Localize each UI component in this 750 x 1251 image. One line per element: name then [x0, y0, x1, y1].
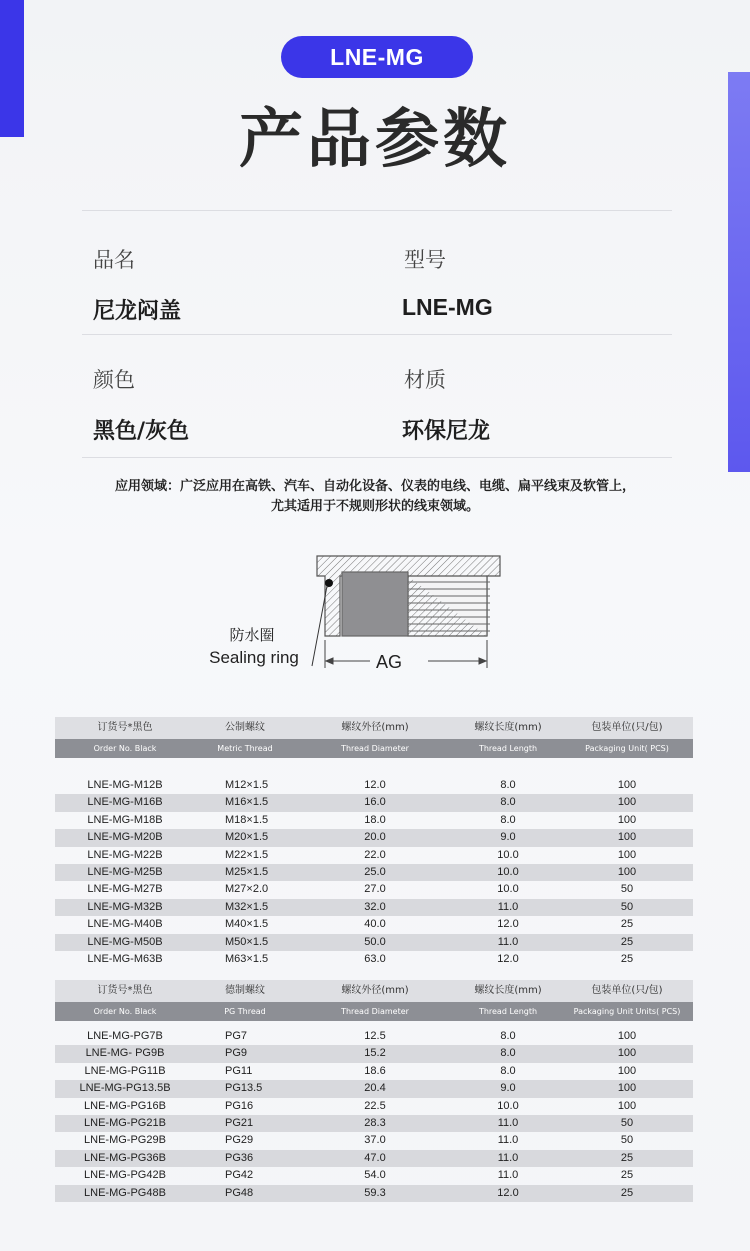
table-row [55, 916, 693, 933]
cell-length: 11.0 [497, 1116, 519, 1129]
cell-length: 9.0 [500, 831, 516, 844]
cell-length: 10.0 [497, 883, 519, 896]
cell-length: 8.0 [500, 796, 516, 809]
cell-diameter: 40.0 [364, 918, 386, 931]
table-row [55, 1028, 693, 1045]
cell-thread: M20×1.5 [225, 831, 269, 844]
cell-diameter: 18.6 [364, 1064, 386, 1077]
cell-length: 11.0 [497, 900, 519, 913]
cell-order-no: LNE-MG-M16B [87, 796, 163, 809]
table-row [55, 1063, 693, 1080]
cell-order-no: LNE-MG-M40B [87, 918, 163, 931]
cell-diameter: 54.0 [364, 1169, 386, 1182]
header-order-no-en: Order No. Black [93, 1007, 157, 1016]
cell-diameter: 37.0 [364, 1134, 386, 1147]
cell-diameter: 25.0 [364, 865, 386, 878]
cell-packaging: 100 [617, 848, 637, 861]
cell-length: 12.0 [497, 1186, 519, 1199]
cell-thread: PG7 [225, 1030, 248, 1042]
cell-packaging: 100 [617, 813, 637, 826]
cell-length: 12.0 [497, 952, 519, 965]
cell-length: 11.0 [497, 1169, 519, 1182]
table-row [55, 864, 693, 881]
cell-packaging: 25 [620, 935, 634, 948]
cell-order-no: LNE-MG-PG29B [84, 1134, 166, 1147]
cell-order-no: LNE-MG-PG48B [84, 1186, 166, 1199]
cell-thread: M50×1.5 [225, 935, 269, 948]
cell-order-no: LNE-MG-PG7B [87, 1030, 163, 1042]
application-description [60, 477, 690, 517]
cell-diameter: 47.0 [364, 1151, 386, 1164]
table-row [55, 1132, 693, 1149]
divider [82, 457, 672, 458]
cell-order-no: LNE-MG-M27B [87, 883, 163, 896]
cell-length: 11.0 [497, 1151, 519, 1164]
cell-diameter: 28.3 [364, 1116, 386, 1129]
product-name-value: 尼龙闷盖 [93, 299, 182, 324]
table-row [55, 812, 693, 829]
cell-packaging: 100 [617, 779, 637, 791]
color-label: 颜色 [93, 368, 135, 392]
sealing-ring-label-cn: 防水圈 [229, 626, 275, 644]
header-order-no-en: Order No. Black [93, 744, 157, 753]
cell-thread: PG16 [225, 1099, 254, 1112]
cell-order-no: LNE-MG-M20B [87, 831, 163, 844]
table-header-cn [55, 980, 693, 1002]
table-header-cn [55, 717, 693, 739]
header-packaging: 包装单位(只/包) [591, 722, 663, 733]
divider [82, 334, 672, 335]
table-row [55, 777, 693, 794]
cell-thread: M18×1.5 [225, 813, 269, 826]
header-packaging-en: Packaging Unit( PCS) [585, 744, 669, 753]
cell-packaging: 100 [617, 1099, 637, 1112]
cell-length: 9.0 [500, 1082, 516, 1095]
cell-length: 11.0 [497, 1134, 519, 1147]
cell-diameter: 63.0 [364, 952, 386, 965]
header-order-no: 订货号*黑色 [97, 985, 153, 996]
header-thread-type-en: PG Thread [224, 1007, 266, 1016]
cell-length: 8.0 [500, 813, 516, 826]
cell-thread: PG29 [225, 1134, 254, 1147]
cell-packaging: 100 [617, 865, 637, 878]
table-row [55, 899, 693, 916]
cell-packaging: 50 [620, 1116, 634, 1129]
cell-length: 8.0 [500, 779, 516, 791]
header-thread-type-en: Metric Thread [217, 744, 273, 753]
cell-thread: PG9 [225, 1047, 248, 1060]
cell-length: 8.0 [500, 1064, 516, 1077]
cell-order-no: LNE-MG-PG16B [84, 1099, 166, 1112]
cell-order-no: LNE-MG- PG9B [85, 1047, 165, 1060]
cell-order-no: LNE-MG-PG21B [84, 1116, 166, 1129]
cell-diameter: 22.5 [364, 1099, 386, 1112]
cell-thread: M27×2.0 [225, 883, 269, 896]
cell-thread: PG21 [225, 1116, 254, 1129]
model-label: 型号 [404, 248, 446, 272]
cell-diameter: 20.4 [364, 1082, 386, 1095]
cell-diameter: 22.0 [364, 848, 386, 861]
table-row [55, 1080, 693, 1097]
header-length-en: Thread Length [478, 1007, 538, 1016]
table-body [55, 1028, 693, 1202]
cell-order-no: LNE-MG-PG11B [84, 1064, 166, 1077]
cell-order-no: LNE-MG-PG13.5B [79, 1082, 171, 1095]
cell-diameter: 32.0 [364, 900, 386, 913]
cell-diameter: 16.0 [364, 796, 386, 809]
cell-packaging: 50 [620, 1134, 634, 1147]
sealing-ring-dot [325, 579, 333, 587]
cell-thread: PG13.5 [225, 1082, 263, 1095]
table-body [55, 777, 693, 968]
cell-diameter: 15.2 [364, 1047, 386, 1060]
cell-length: 8.0 [500, 1047, 516, 1060]
cell-order-no: LNE-MG-M25B [87, 865, 163, 878]
cell-diameter: 20.0 [364, 831, 386, 844]
cell-thread: M12×1.5 [225, 779, 269, 791]
dimension-ag [325, 640, 487, 668]
cell-packaging: 25 [620, 1186, 634, 1199]
header-thread-type: 德制螺纹 [225, 985, 265, 996]
header-packaging: 包装单位(只/包) [591, 985, 663, 996]
pg-thread-table [55, 980, 693, 1202]
cell-packaging: 100 [617, 1047, 637, 1060]
header-order-no: 订货号*黑色 [97, 722, 153, 733]
cell-packaging: 50 [620, 883, 634, 896]
table-row [55, 1150, 693, 1167]
metric-thread-table [55, 717, 693, 968]
cell-diameter: 59.3 [364, 1186, 386, 1199]
header-diameter-en: Thread Diameter [341, 1007, 409, 1016]
cell-length: 11.0 [497, 935, 519, 948]
cell-packaging: 25 [620, 1169, 634, 1182]
header-length: 螺纹长度(mm) [474, 722, 542, 733]
table-row [55, 794, 693, 811]
cell-order-no: LNE-MG-M22B [87, 848, 163, 861]
table-row [55, 1045, 693, 1062]
material-label: 材质 [404, 368, 446, 392]
cell-thread: PG36 [225, 1151, 254, 1164]
page-title: 产品参数 [239, 103, 511, 177]
ag-dimension-label: AG [375, 652, 403, 672]
cell-packaging: 100 [617, 831, 637, 844]
cell-order-no: LNE-MG-M12B [87, 779, 163, 791]
header-diameter: 螺纹外径(mm) [341, 985, 409, 996]
cell-diameter: 27.0 [364, 883, 386, 896]
table-row [55, 881, 693, 898]
cell-thread: PG48 [225, 1186, 254, 1199]
cell-diameter: 12.5 [364, 1030, 386, 1042]
cell-thread: PG42 [225, 1169, 254, 1182]
application-line-2: 尤其适用于不规则形状的线束领域。 [270, 499, 479, 514]
cell-thread: M32×1.5 [225, 900, 269, 913]
cell-thread: PG11 [225, 1064, 253, 1077]
model-value: LNE-MG [402, 294, 493, 320]
table-row [55, 829, 693, 846]
header-packaging-en: Packaging Unit Units( PCS) [573, 1007, 681, 1016]
table-row [55, 1098, 693, 1115]
cell-thread: M16×1.5 [225, 796, 269, 809]
table-header-en [55, 1002, 693, 1021]
table-row [55, 1115, 693, 1132]
cell-packaging: 25 [620, 952, 634, 965]
cell-thread: M63×1.5 [225, 952, 269, 965]
cell-order-no: LNE-MG-M18B [87, 813, 163, 826]
cell-packaging: 50 [620, 900, 634, 913]
cell-thread: M22×1.5 [225, 848, 269, 861]
table-header-en [55, 739, 693, 758]
header-length: 螺纹长度(mm) [474, 985, 542, 996]
table-row [55, 934, 693, 951]
cell-order-no: LNE-MG-PG42B [84, 1169, 166, 1182]
cell-order-no: LNE-MG-M32B [87, 900, 163, 913]
table-row [55, 1185, 693, 1202]
cell-length: 10.0 [497, 1099, 519, 1112]
table-row [55, 1167, 693, 1184]
cell-order-no: LNE-MG-M63B [87, 952, 163, 965]
model-badge: LNE-MG [281, 36, 473, 78]
cell-thread: M25×1.5 [225, 865, 269, 878]
cell-length: 10.0 [497, 865, 519, 878]
table-row [55, 951, 693, 968]
cell-order-no: LNE-MG-M50B [87, 935, 163, 948]
cell-length: 10.0 [497, 848, 519, 861]
divider [82, 210, 672, 211]
cell-packaging: 100 [617, 1030, 637, 1042]
cell-length: 8.0 [500, 1030, 516, 1042]
product-cross-section-diagram [190, 548, 510, 678]
cell-diameter: 18.0 [364, 813, 386, 826]
material-value: 环保尼龙 [402, 419, 491, 444]
application-line-1: 应用领域：广泛应用在高铁、汽车、自动化设备、仪表的电线、电缆、扁平线束及软管上， [114, 479, 635, 494]
header-length-en: Thread Length [478, 744, 538, 753]
cell-packaging: 25 [620, 918, 634, 931]
product-name-label: 品名 [93, 248, 135, 272]
table-row [55, 847, 693, 864]
header-diameter: 螺纹外径(mm) [341, 722, 409, 733]
cell-thread: M40×1.5 [225, 918, 269, 931]
header-diameter-en: Thread Diameter [341, 744, 409, 753]
color-value: 黑色/灰色 [93, 419, 190, 444]
cell-packaging: 100 [617, 1064, 637, 1077]
cell-length: 12.0 [497, 918, 519, 931]
cell-packaging: 100 [617, 796, 637, 809]
sealing-ring-label-en: Sealing ring [209, 648, 299, 667]
cell-packaging: 100 [617, 1082, 637, 1095]
cell-diameter: 12.0 [364, 779, 386, 791]
cell-packaging: 25 [620, 1151, 634, 1164]
cell-diameter: 50.0 [364, 935, 386, 948]
header-thread-type: 公制螺纹 [225, 722, 265, 733]
cell-order-no: LNE-MG-PG36B [84, 1151, 166, 1164]
